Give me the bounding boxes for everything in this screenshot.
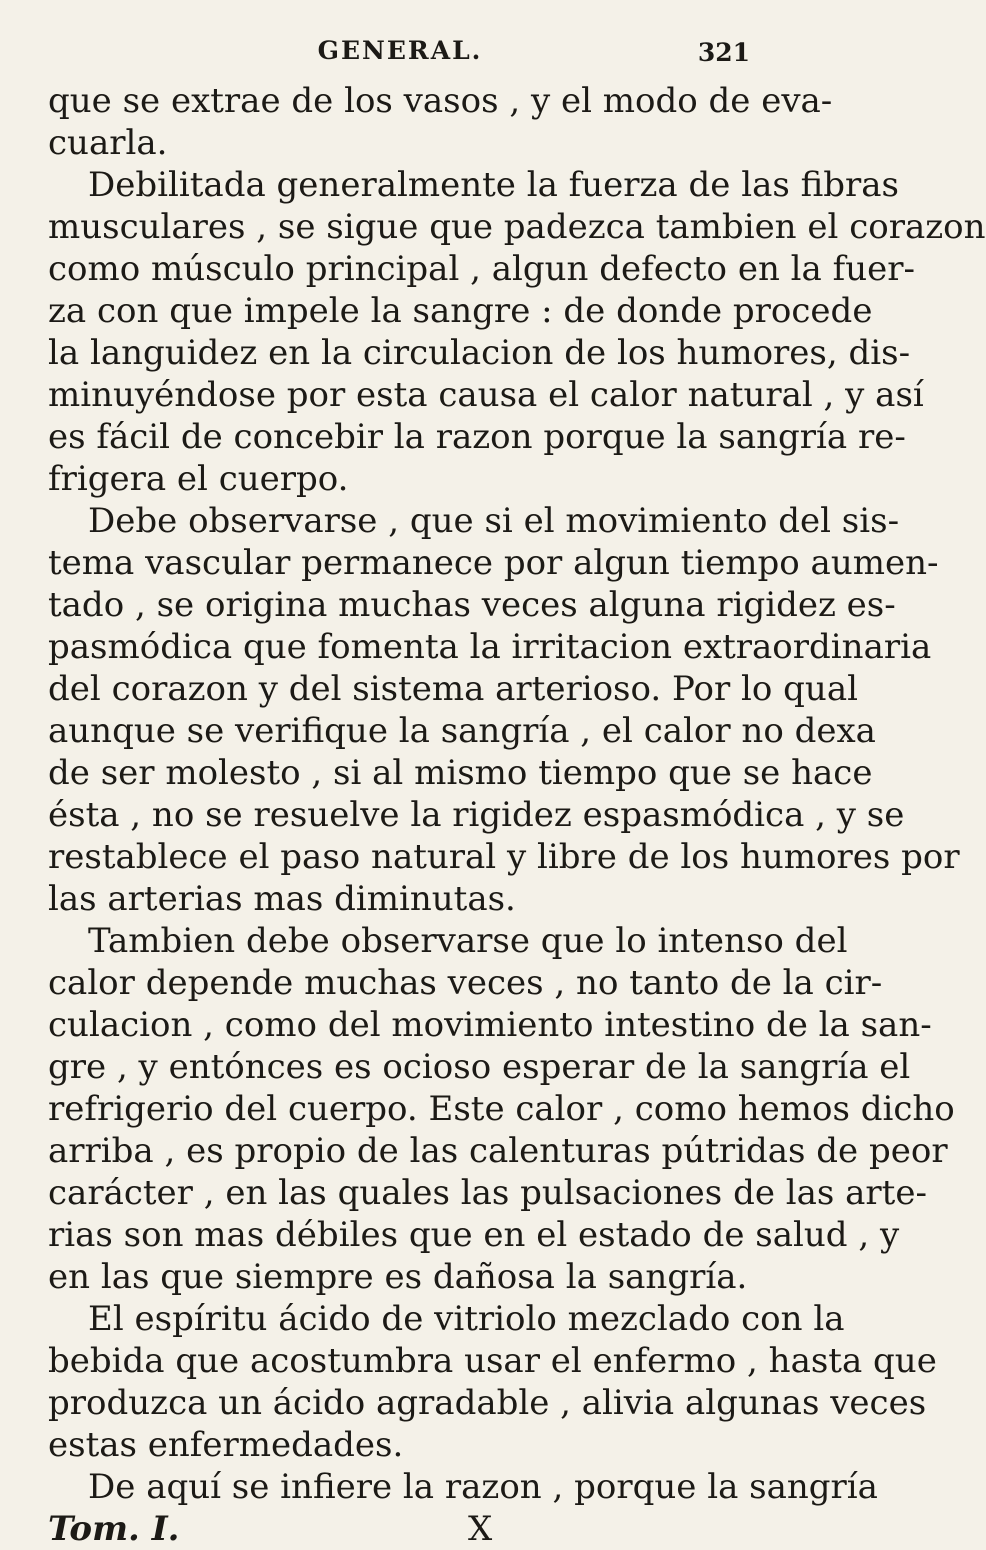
text-line: pasmódica que fomenta la irritacion extraordinaria: [48, 627, 932, 667]
text-line: en las que siempre es dañosa la sangría.: [48, 1257, 748, 1297]
body-text: [48, 80, 986, 1508]
text-line: culacion , como del movimiento intestino de la san-: [48, 1005, 932, 1045]
paragraph-start-line: El espíritu ácido de vitriolo mezclado con la: [88, 1299, 845, 1339]
text-line: calor depende muchas veces , no tanto de la cir-: [48, 963, 883, 1003]
text-line: la languidez en la circulacion de los humores, dis-: [48, 333, 911, 373]
text-line: tado , se origina muchas veces alguna rigidez es-: [48, 585, 896, 625]
text-line: restablece el paso natural y libre de los humores por: [48, 837, 960, 877]
text-line: refrigerio del cuerpo. Este calor , como hemos dicho: [48, 1089, 955, 1129]
paragraph-start-line: Debilitada generalmente la fuerza de las fibras: [88, 165, 900, 205]
gathering-signature: X: [468, 1509, 493, 1549]
text-line: que se extrae de los vasos , y el modo de eva-: [48, 81, 833, 121]
text-line: tema vascular permanece por algun tiempo aumen-: [48, 543, 939, 583]
text-line: del corazon y del sistema arterioso. Por lo qual: [48, 669, 858, 709]
text-line: produzca un ácido agradable , alivia algunas veces: [48, 1383, 927, 1423]
text-line: bebida que acostumbra usar el enfermo , hasta que: [48, 1341, 937, 1381]
text-line: ésta , no se resuelve la rigidez espasmódica , y se: [48, 795, 905, 835]
paragraph-start-line: Tambien debe observarse que lo intenso del: [88, 921, 848, 961]
running-title: GENERAL.: [317, 36, 483, 65]
paragraph-start-line: Debe observarse , que si el movimiento del sis-: [88, 501, 900, 541]
paragraph-start-line: De aquí se infiere la razon , porque la sangría: [88, 1467, 878, 1507]
text-line: como músculo principal , algun defecto en la fuer-: [48, 249, 915, 289]
text-line: frigera el cuerpo.: [48, 459, 349, 499]
page-footer: [48, 1508, 752, 1550]
text-line: las arterias mas diminutas.: [48, 879, 516, 919]
text-line: cuarla.: [48, 123, 168, 163]
text-line: estas enfermedades.: [48, 1425, 404, 1465]
text-line: aunque se verifique la sangría , el calor no dexa: [48, 711, 876, 751]
text-line: arriba , es propio de las calenturas pútridas de peor: [48, 1131, 948, 1171]
text-line: musculares , se sigue que padezca tambien el corazon: [48, 207, 986, 247]
text-line: es fácil de concebir la razon porque la sangría re-: [48, 417, 906, 457]
volume-signature: Tom. I.: [48, 1509, 180, 1549]
text-line: rias son mas débiles que en el estado de salud , y: [48, 1215, 900, 1255]
text-line: de ser molesto , si al mismo tiempo que se hace: [48, 753, 873, 793]
text-line: carácter , en las quales las pulsaciones de las arte-: [48, 1173, 927, 1213]
text-line: gre , y entónces es ocioso esperar de la sangría el: [48, 1047, 911, 1087]
running-header: [48, 32, 752, 80]
text-line: minuyéndose por esta causa el calor natural , y así: [48, 375, 924, 415]
page-number: 321: [697, 38, 750, 67]
text-line: za con que impele la sangre : de donde procede: [48, 291, 873, 331]
